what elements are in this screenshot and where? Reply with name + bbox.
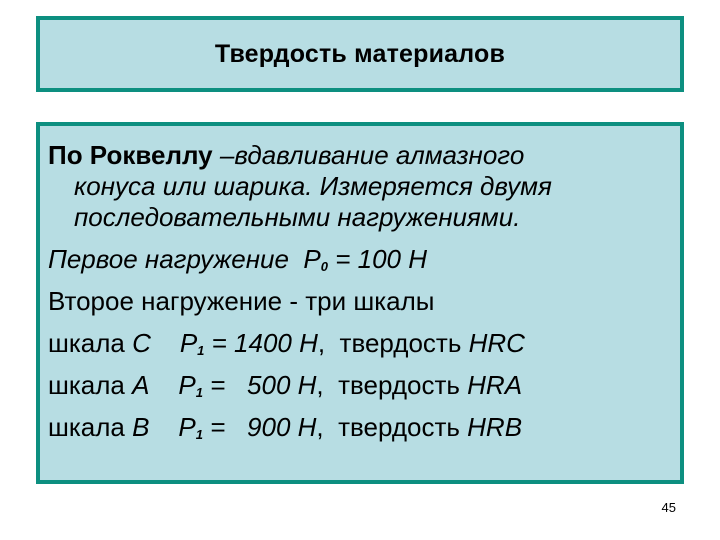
scale-prefix: шкала bbox=[48, 412, 133, 442]
content-box bbox=[36, 122, 684, 484]
scale-p: P bbox=[178, 412, 196, 442]
scale-sub: 1 bbox=[195, 427, 203, 442]
scale-value: = 500 Н bbox=[202, 370, 317, 400]
slide-title: Твердость материалов bbox=[214, 39, 506, 68]
scale-prefix: шкала bbox=[48, 328, 133, 358]
title-box bbox=[36, 16, 684, 92]
scale-value: = 1400 Н bbox=[204, 328, 318, 358]
scale-sub: 1 bbox=[195, 385, 203, 400]
scale-sub: 1 bbox=[197, 343, 205, 358]
scale-letter: А bbox=[132, 370, 150, 400]
first-load-line bbox=[48, 244, 672, 275]
first-load-sub: 0 bbox=[320, 259, 328, 274]
scale-hardness-prefix: , твердость bbox=[316, 412, 468, 442]
scale-p: P bbox=[179, 328, 198, 358]
first-load-value: = 100 Н bbox=[327, 244, 427, 274]
scale-letter: С bbox=[132, 328, 151, 358]
first-load-label: Первое нагружение P bbox=[48, 244, 321, 274]
rockwell-desc-1: –вдавливание алмазного bbox=[212, 140, 525, 170]
scale-letter: В bbox=[132, 412, 150, 442]
page-number: 45 bbox=[661, 500, 676, 515]
scale-line-b bbox=[48, 412, 672, 443]
rockwell-label: По Роквеллу bbox=[48, 140, 213, 170]
scale-hardness: HRC bbox=[468, 328, 525, 358]
scale-prefix: шкала bbox=[48, 370, 133, 400]
rockwell-line-3: последовательными нагружениями. bbox=[74, 202, 521, 232]
scale-hardness: HRA bbox=[467, 370, 523, 400]
rockwell-line-2: конуса или шарика. Измеряется двумя bbox=[74, 171, 552, 201]
second-load-line: Второе нагружение - три шкалы bbox=[48, 286, 435, 316]
scale-line-a bbox=[48, 370, 672, 401]
scale-hardness: HRB bbox=[467, 412, 523, 442]
scale-value: = 900 Н bbox=[202, 412, 317, 442]
scale-p: P bbox=[178, 370, 196, 400]
scale-hardness-prefix: , твердость bbox=[316, 370, 468, 400]
scale-line-c bbox=[48, 328, 672, 359]
scale-hardness-prefix: , твердость bbox=[317, 328, 469, 358]
rockwell-line-1 bbox=[48, 140, 672, 171]
